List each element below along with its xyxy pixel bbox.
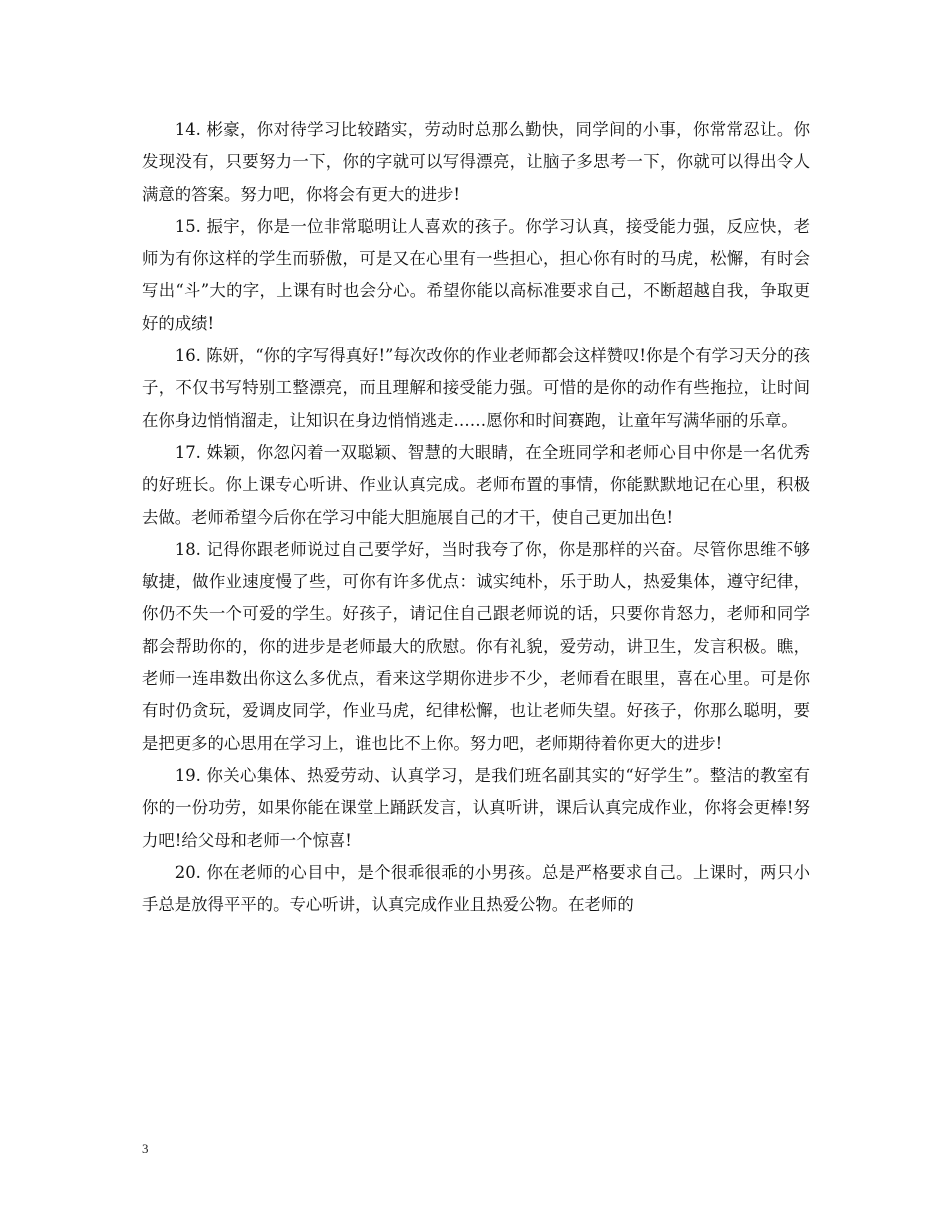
paragraph-20: 20. 你在老师的心目中，是个很乖很乖的小男孩。总是严格要求自己。上课时，两只小手总是放得平平的。专心听讲，认真完成作业且热爱公物。在老师的 (142, 862, 810, 915)
document-body (142, 114, 810, 921)
paragraph-19: 19. 你关心集体、热爱劳动、认真学习，是我们班名副其实的“好学生”。整洁的教室有你的一份功劳，如果你能在课堂上踊跃发言，认真听讲，课后认真完成作业，你将会更棒!努力吧!给父母和老师一个惊喜! (142, 765, 810, 850)
paragraph-17: 17. 姝颖，你忽闪着一双聪颖、智慧的大眼睛，在全班同学和老师心目中你是一名优秀的好班长。你上课专心听讲、作业认真完成。老师布置的事情，你能默默地记在心里，积极去做。老师希望今后你在学习中能大胆施展自己的才干，使自己更加出色! (142, 442, 810, 527)
page-number: 3 (142, 1141, 149, 1156)
paragraph-18: 18. 记得你跟老师说过自己要学好，当时我夸了你，你是那样的兴奋。尽管你思维不够敏捷，做作业速度慢了些，可你有许多优点：诚实纯朴，乐于助人，热爱集体，遵守纪律，你仍不失一个可爱的学生。好孩子，请记住自己跟老师说的话，只要你肯怒力，老师和同学都会帮助你的，你的进步是老师最大的欣慰。你有礼貌，爱劳动，讲卫生，发言积极。瞧，老师一连串数出你这么多优点，看来这学期你进步不少，老师看在眼里，喜在心里。可是你有时仍贪玩，爱调皮同学，作业马虎，纪律松懈，也让老师失望。好孩子，你那么聪明，要是把更多的心思用在学习上，谁也比不上你。努力吧，老师期待着你更大的进步! (142, 539, 810, 753)
paragraph-16: 16. 陈妍，“你的字写得真好!”每次改你的作业老师都会这样赞叹!你是个有学习天分的孩子，不仅书写特别工整漂亮，而且理解和接受能力强。可惜的是你的动作有些拖拉，让时间在你身边悄悄溜走，让知识在身边悄悄逃走……愿你和时间赛跑，让童年写满华丽的乐章。 (142, 346, 810, 430)
paragraph-15: 15. 振宇，你是一位非常聪明让人喜欢的孩子。你学习认真，接受能力强，反应快，老师为有你这样的学生而骄傲，可是又在心里有一些担心，担心你有时的马虎，松懈，有时会写出“斗”大的字，上课有时也会分心。希望你能以高标准要求自己，不断超越自我，争取更好的成绩! (142, 216, 810, 333)
paragraph-14: 14. 彬豪，你对待学习比较踏实，劳动时总那么勤快，同学间的小事，你常常忍让。你发现没有，只要努力一下，你的字就可以写得漂亮，让脑子多思考一下，你就可以得出令人满意的答案。努力吧，你将会有更大的进步! (142, 120, 810, 204)
